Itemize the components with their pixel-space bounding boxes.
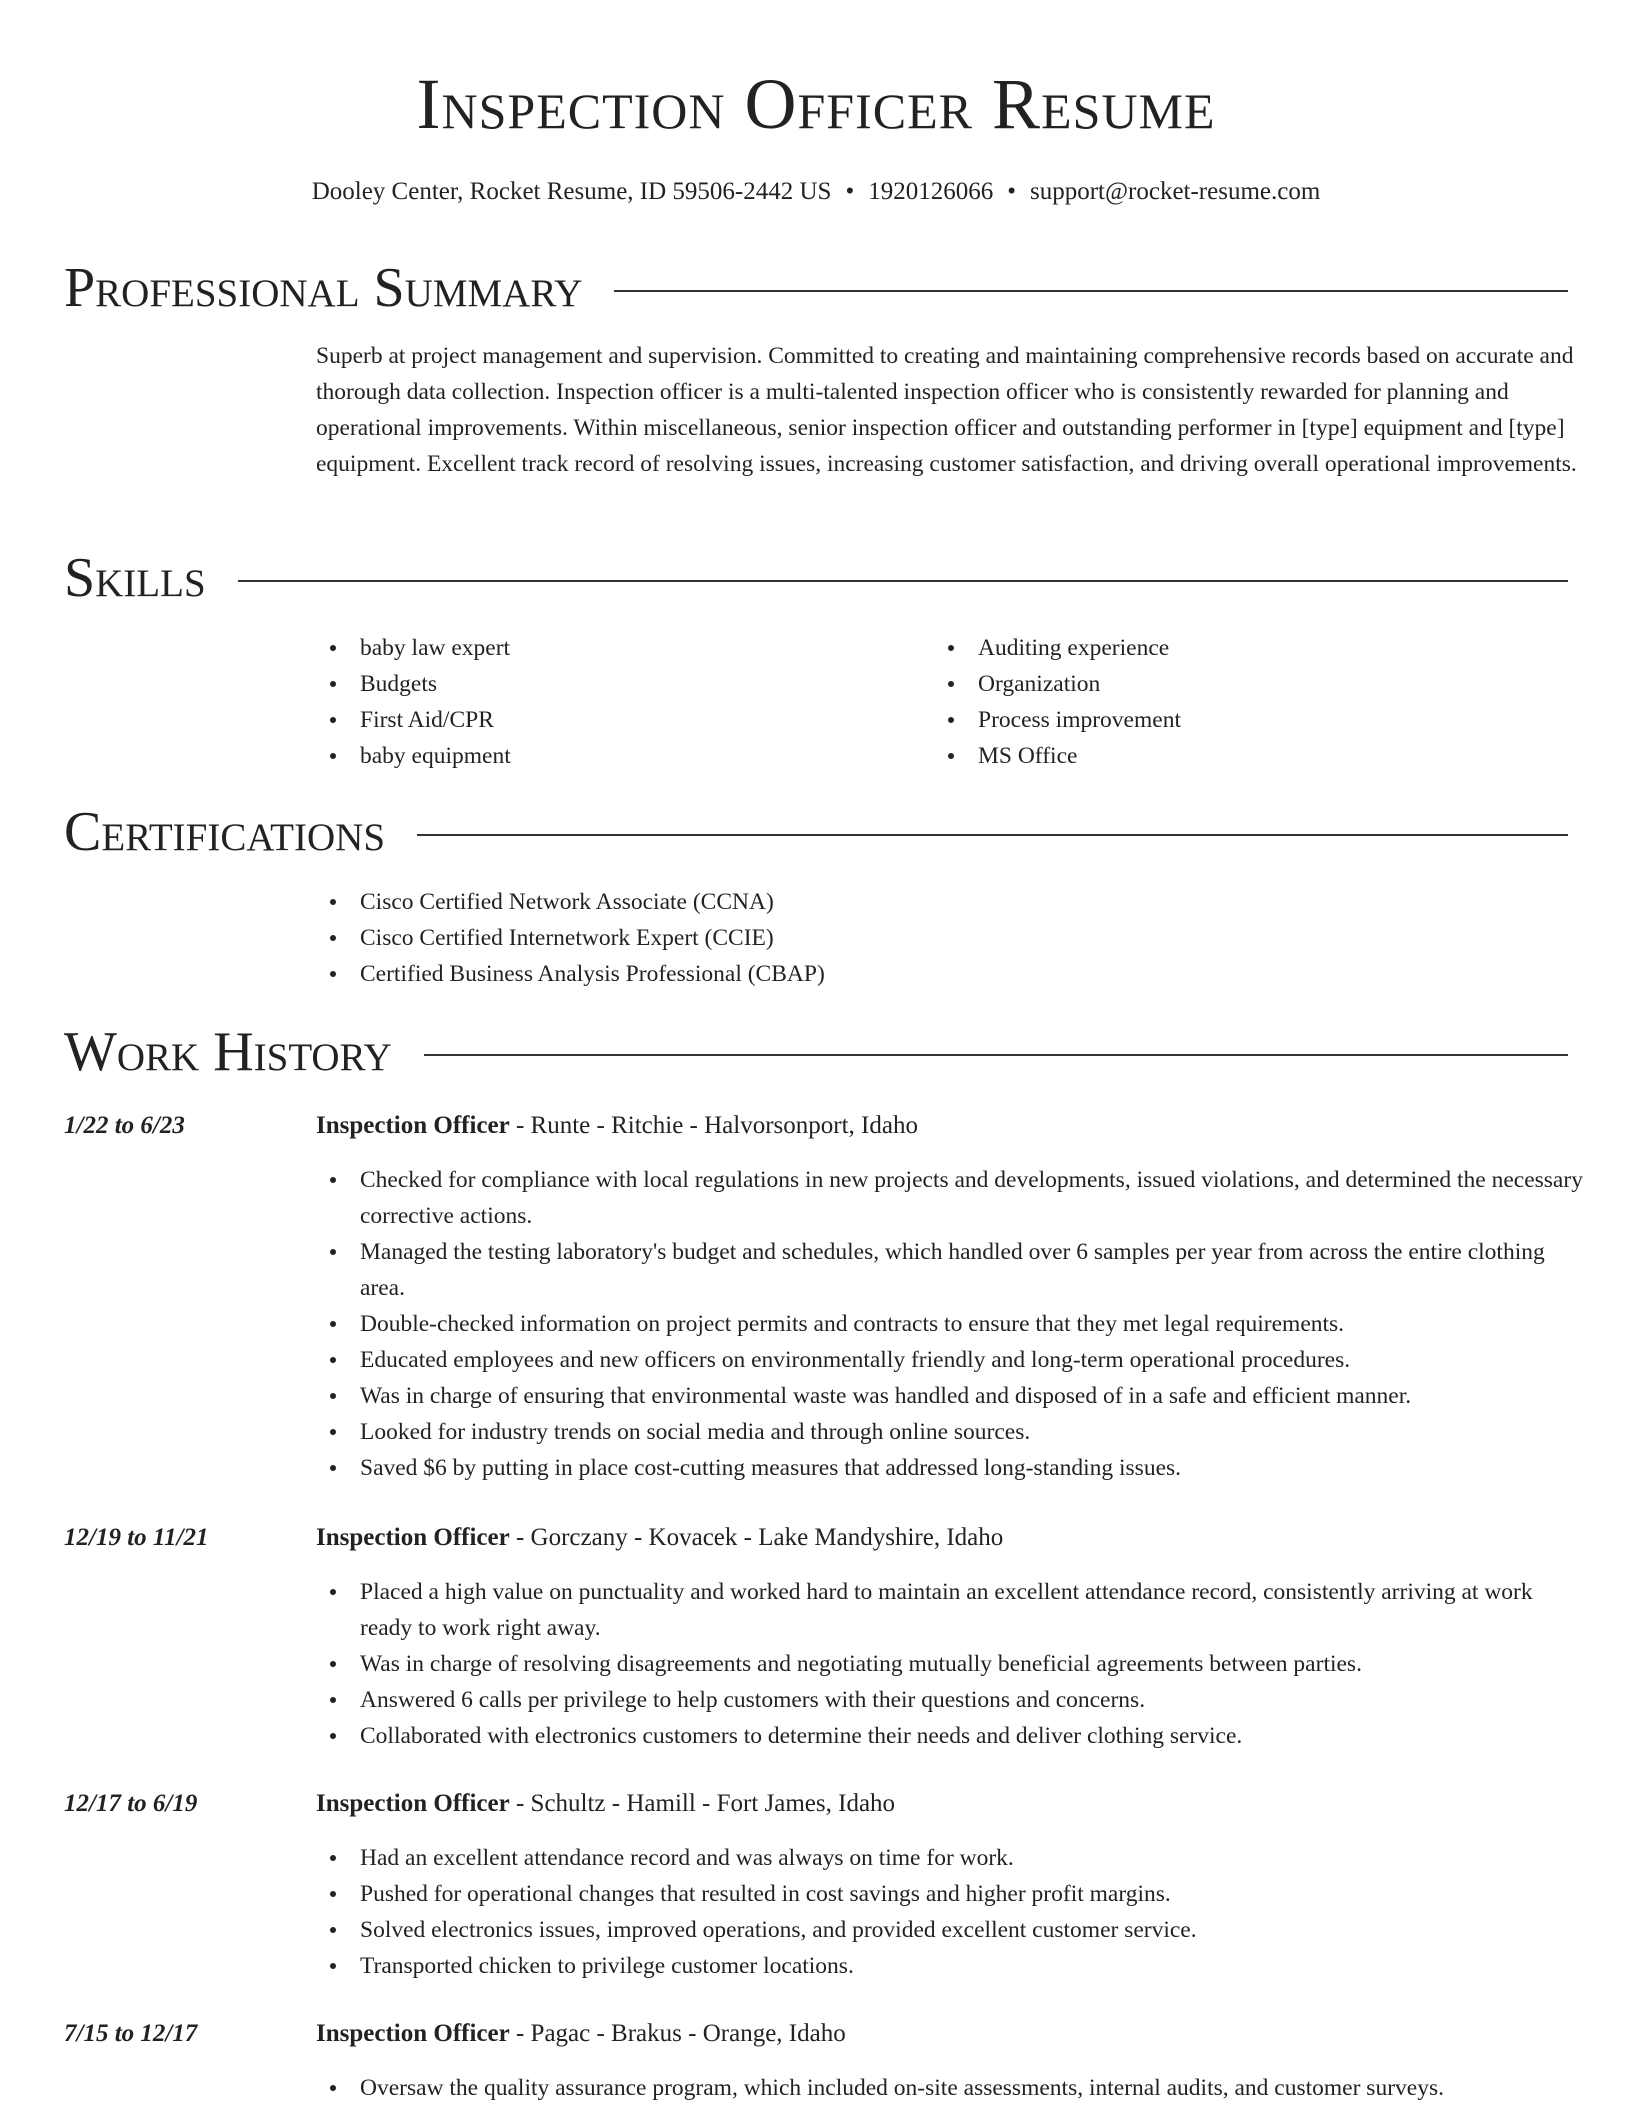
resume-title: Inspection Officer Resume: [416, 64, 1216, 144]
section-divider: [424, 1054, 1568, 1056]
job-bullet: Saved $6 by putting in place cost-cutting measures that addressed long-standing issues.: [316, 1450, 1586, 1486]
job-bullet: Was in charge of resolving disagreements and negotiating mutually beneficial agreements between parties.: [316, 1646, 1586, 1682]
job-heading: [316, 1108, 918, 1144]
job-bullet: Collaborated with electronics customers to determine their needs and deliver clothing service.: [316, 1718, 1586, 1754]
certification-item: Cisco Certified Network Associate (CCNA): [316, 884, 1586, 920]
contact-line: [0, 176, 1632, 208]
job-bullet: Transported chicken to privilege customer locations.: [316, 1948, 1586, 1984]
section-title-summary: Professional Summary: [64, 257, 583, 319]
job-dates: 7/15 to 12/17: [64, 2020, 198, 2047]
job-bullets: [316, 2070, 1586, 2106]
section-title-skills: Skills: [64, 547, 206, 609]
job-bullets: [316, 1574, 1586, 1754]
job-employer: - Runte - Ritchie - Halvorsonport, Idaho: [509, 1112, 918, 1139]
job-bullet: Oversaw the quality assurance program, which included on-site assessments, internal audits, and customer surveys.: [316, 2070, 1586, 2106]
job-bullet: Answered 6 calls per privilege to help customers with their questions and concerns.: [316, 1682, 1586, 1718]
job-employer: - Pagac - Brakus - Orange, Idaho: [509, 2020, 846, 2047]
skill-item: Process improvement: [934, 702, 1534, 738]
skill-item: baby law expert: [316, 630, 916, 666]
skills-list-left: [316, 630, 916, 774]
section-divider: [238, 580, 1568, 582]
section-header-certifications: [64, 800, 1568, 864]
job-heading: [316, 1786, 895, 1822]
contact-phone: 1920126066: [868, 178, 994, 205]
job-title: Inspection Officer: [316, 1112, 510, 1139]
job-bullet: Pushed for operational changes that resulted in cost savings and higher profit margins.: [316, 1876, 1586, 1912]
job-bullet: Had an excellent attendance record and was always on time for work.: [316, 1840, 1586, 1876]
job-bullets: [316, 1840, 1586, 1984]
section-title-work-history: Work History: [64, 1021, 392, 1083]
certification-item: Cisco Certified Internetwork Expert (CCIE): [316, 920, 1586, 956]
job-title: Inspection Officer: [316, 1524, 510, 1551]
skill-item: Budgets: [316, 666, 916, 702]
job-heading: [316, 1520, 1003, 1556]
job-bullet: Educated employees and new officers on environmentally friendly and long-term operational procedures.: [316, 1342, 1586, 1378]
contact-address: Dooley Center, Rocket Resume, ID 59506-2442 US: [311, 178, 832, 205]
job-bullet: Was in charge of ensuring that environmental waste was handled and disposed of in a safe and efficient manner.: [316, 1378, 1586, 1414]
job-employer: - Gorczany - Kovacek - Lake Mandyshire, Idaho: [509, 1524, 1004, 1551]
job-bullet: Checked for compliance with local regulations in new projects and developments, issued violations, and determined the necessary corrective actions.: [316, 1162, 1586, 1234]
section-header-summary: [64, 256, 1568, 320]
job-employer: - Schultz - Hamill - Fort James, Idaho: [509, 1790, 896, 1817]
contact-separator: •: [845, 178, 855, 205]
contact-separator: •: [1007, 178, 1016, 205]
skill-item: First Aid/CPR: [316, 702, 916, 738]
job-bullet: Double-checked information on project permits and contracts to ensure that they met legal requirements.: [316, 1306, 1586, 1342]
job-dates: 1/22 to 6/23: [64, 1112, 185, 1139]
section-header-work-history: [64, 1020, 1568, 1084]
section-divider: [614, 290, 1568, 292]
certifications-list: [316, 884, 1586, 992]
skill-item: Auditing experience: [934, 630, 1534, 666]
job-bullet: Looked for industry trends on social media and through online sources.: [316, 1414, 1586, 1450]
skill-item: baby equipment: [316, 738, 916, 774]
skills-list-right: [934, 630, 1534, 774]
skill-item: MS Office: [934, 738, 1534, 774]
summary-text: Superb at project management and supervision. Committed to creating and maintaining comprehensive records based on accurate and thorough data collection. Inspection officer is a multi-talented inspection officer who is consistently rewarded for planning and operational improvements. Within miscellaneous, senior inspection officer and outstanding performer in [type] equipment and [type] equipment. Excellent track record of resolving issues, increasing customer satisfaction, and driving overall operational improvements.: [316, 343, 1577, 477]
contact-email: support@rocket-resume.com: [1030, 178, 1321, 205]
section-title-certifications: Certifications: [64, 801, 386, 863]
job-bullet: Managed the testing laboratory's budget and schedules, which handled over 6 samples per year from across the entire clothing area.: [316, 1234, 1586, 1306]
job-dates: 12/19 to 11/21: [64, 1524, 209, 1551]
certification-item: Certified Business Analysis Professional (CBAP): [316, 956, 1586, 992]
job-bullets: [316, 1162, 1586, 1486]
skill-item: Organization: [934, 666, 1534, 702]
section-divider: [417, 834, 1568, 836]
job-title: Inspection Officer: [316, 2020, 510, 2047]
job-title: Inspection Officer: [316, 1790, 510, 1817]
job-bullet: Placed a high value on punctuality and worked hard to maintain an excellent attendance record, consistently arriving at work ready to work right away.: [316, 1574, 1586, 1646]
job-bullet: Solved electronics issues, improved operations, and provided excellent customer service.: [316, 1912, 1586, 1948]
job-heading: [316, 2016, 846, 2052]
job-dates: 12/17 to 6/19: [64, 1790, 198, 1817]
section-header-skills: [64, 546, 1568, 610]
